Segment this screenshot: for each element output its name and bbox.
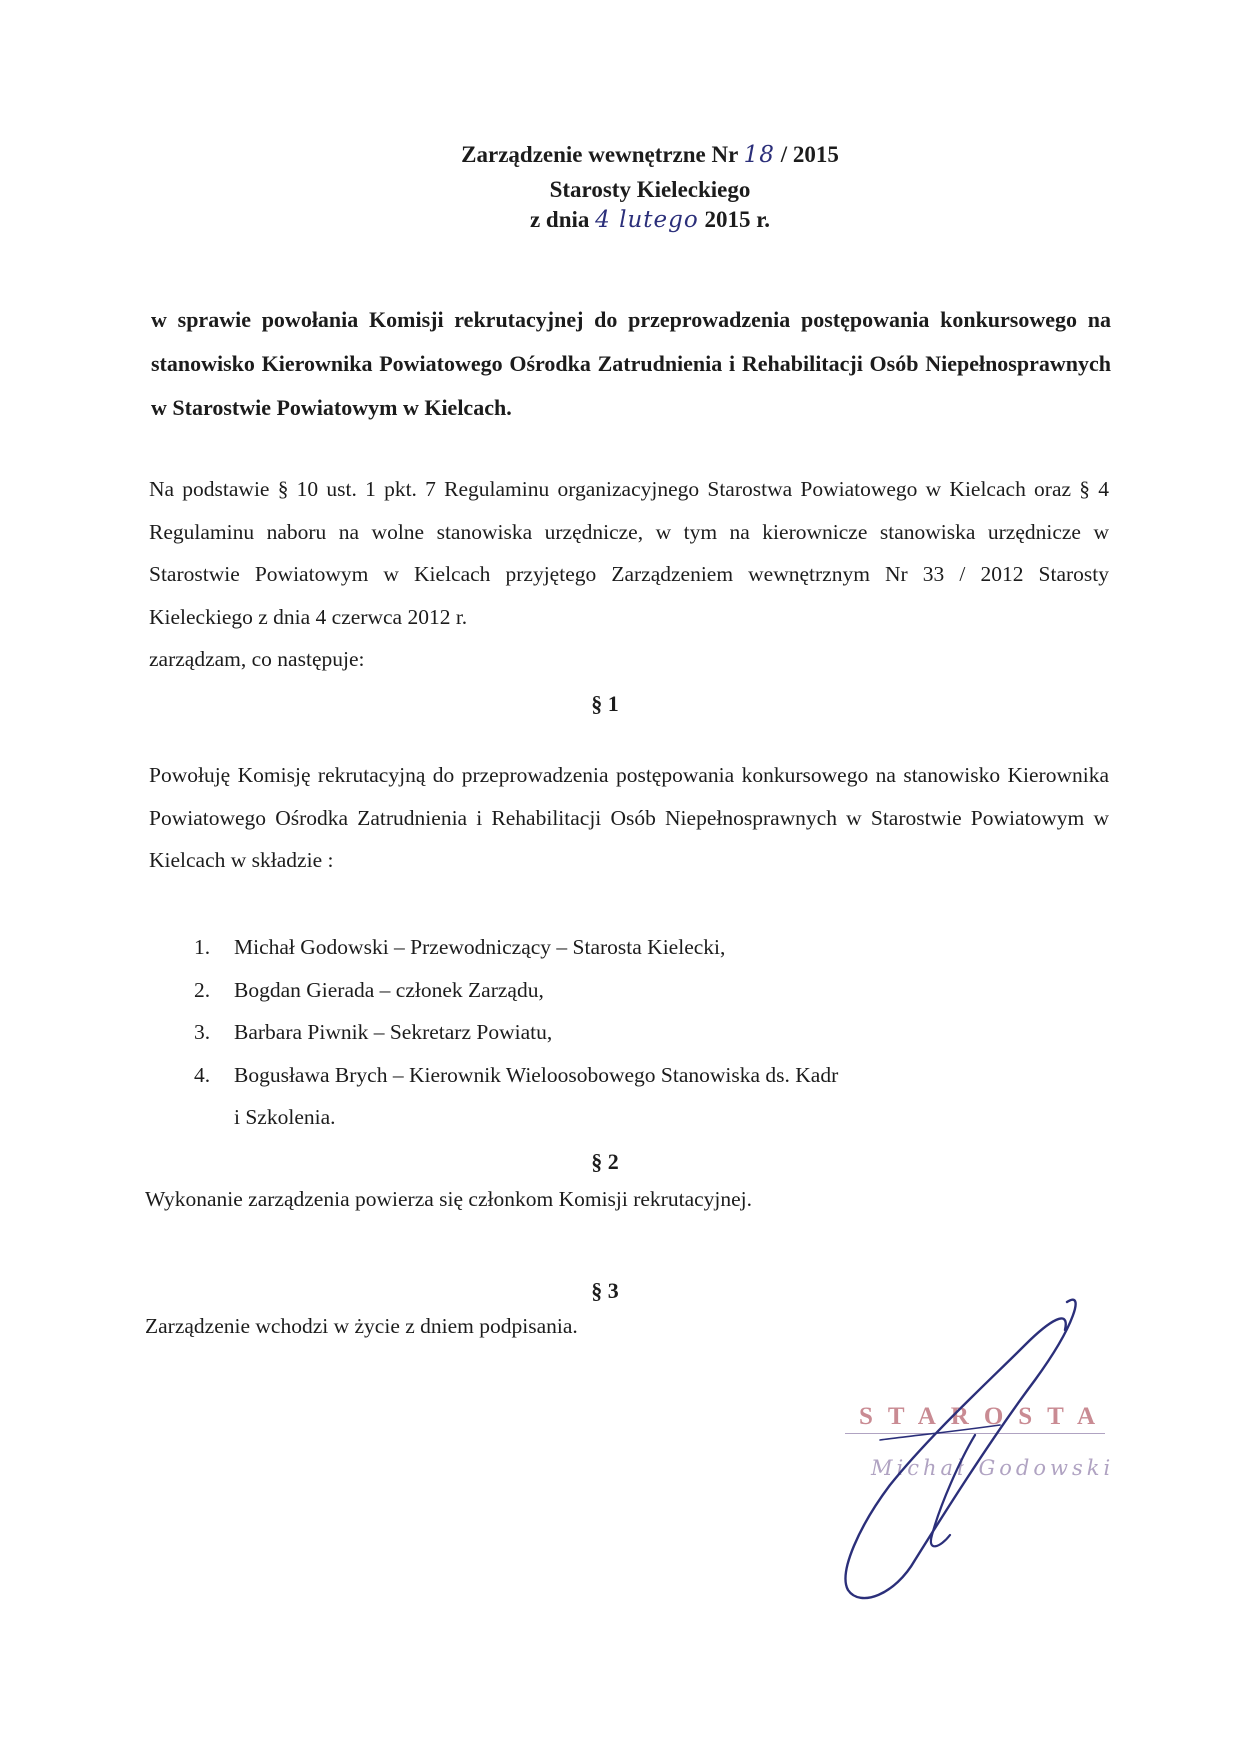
document-subject: w sprawie powołania Komisji rekrutacyjnej do przeprowadzenia postępowania konkursowego na stanowisko Kierownika Powiatowego Ośrodka Zatrudnienia i Rehabilitacji Osób Niepełnosprawnych w Starostwie Powiatowym w Kielcach. [151,307,1111,420]
section-3-text: Zarządzenie wchodzi w życie z dniem podpisania. [145,1314,578,1338]
list-item: 4. Bogusława Brych – Kierownik Wieloosobowego Stanowiska ds. Kadr i Szkolenia. [194,1062,839,1129]
handwritten-number: 18 [743,142,775,168]
handwritten-date: 4 lutego [595,207,699,233]
legal-basis-conclusion: zarządzam, co następuje: [149,647,365,671]
section-1-text: Powołuję Komisję rekrutacyjną do przeprowadzenia postępowania konkursowego na stanowisko Kierownika Powiatowego Ośrodka Zatrudnienia i Rehabilitacji Osób Niepełnosprawnych w Starostwie Powiatowym w Kielcach w składzie : [149,763,1109,872]
section-2-text: Wykonanie zarządzenia powierza się członkom Komisji rekrutacyjnej. [145,1187,753,1211]
handwritten-signature [820,1290,1180,1620]
commission-members-list [194,926,838,1139]
document-title: Zarządzenie wewnętrzne Nr 18 / 2015 [461,142,839,168]
section-1-heading: § 1 [591,691,619,716]
list-item: 3. Barbara Piwnik – Sekretarz Powiatu, [194,1020,553,1044]
list-item: 2. Bogdan Gierada – członek Zarządu, [194,977,544,1002]
stamp-title: STAROSTA [859,1403,1111,1430]
stamp-name: Michał Godowski [871,1456,1115,1480]
legal-basis: Na podstawie § 10 ust. 1 pkt. 7 Regulaminu organizacyjnego Starostwa Powiatowego w Kielcach oraz § 4 Regulaminu naboru na wolne stanowiska urzędnicze, w tym na kierownicze stanowiska urzędnicze w Starostwie Powiatowym w Kielcach przyjętego Zarządzeniem wewnętrznym Nr 33 / 2012 Starosty Kieleckiego z dnia 4 czerwca 2012 r. zarządzam, co następuje: [149,477,1109,671]
issuing-authority: Starosty Kieleckiego [549,177,751,202]
document-date: z dnia 4 lutego 2015 r. [529,207,771,233]
section-3-heading: § 3 [591,1278,619,1303]
section-2-heading: § 2 [591,1149,619,1174]
list-item: 1. Michał Godowski – Przewodniczący – Starosta Kielecki, [194,935,726,959]
